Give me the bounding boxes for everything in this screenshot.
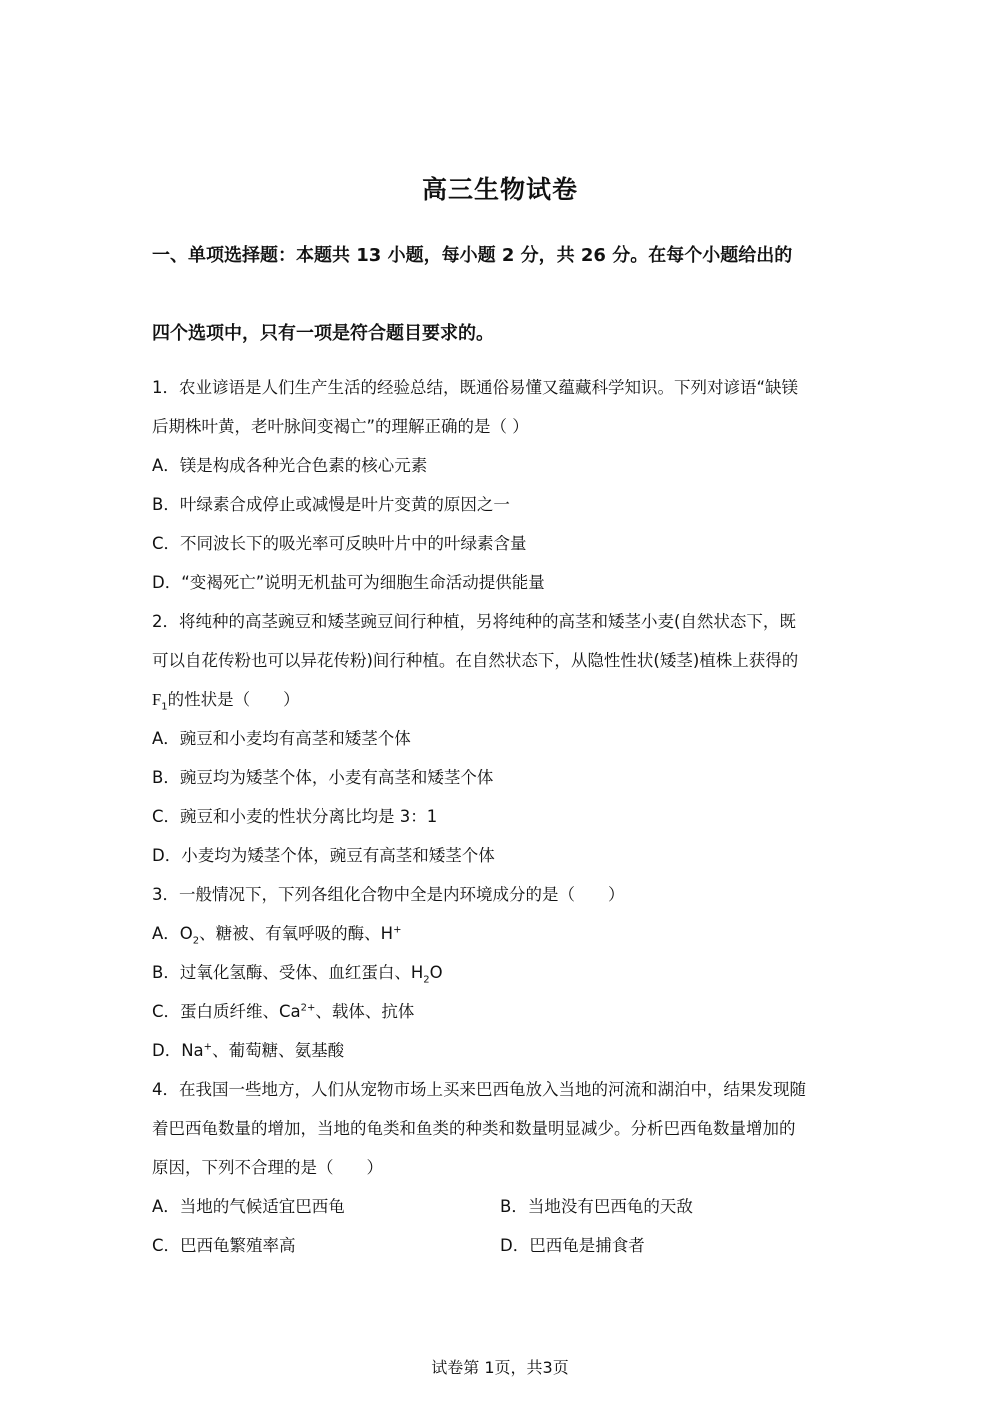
q3-option-a (152, 923, 852, 945)
q4-option-b: B．当地没有巴西龟的天敌 (500, 1197, 693, 1216)
q4-option-d: D．巴西龟是捕食者 (500, 1236, 645, 1255)
q3-option-a-sub: 2 (192, 935, 200, 947)
q3-option-d-text-2: 、葡萄糖、氨基酸 (212, 1041, 345, 1060)
q2-stem-line-1: 2．将纯种的高茎豌豆和矮茎豌豆间行种植，另将纯种的高茎和矮茎小麦(自然状态下，既 (152, 612, 796, 631)
q2-option-b: B．豌豆均为矮茎个体，小麦有高茎和矮茎个体 (152, 768, 494, 787)
q4-option-c: C．巴西龟繁殖率高 (152, 1236, 296, 1255)
q4-option-a: A．当地的气候适宜巴西龟 (152, 1197, 345, 1216)
q2-stem-line-2: 可以自花传粉也可以异花传粉)间行种植。在自然状态下，从隐性性状(矮茎)植株上获得的 (152, 651, 799, 670)
q4-stem-line-1: 4．在我国一些地方，人们从宠物市场上买来巴西龟放入当地的河流和湖泊中，结果发现随 (152, 1080, 806, 1099)
q1-stem-line-2: 后期株叶黄，老叶脉间变褐亡”的理解正确的是（ ） (152, 417, 529, 436)
q3-option-a-sup: + (393, 924, 402, 936)
q3-option-c-text-2: 、载体、抗体 (315, 1002, 415, 1021)
q3-option-c-sup: 2+ (300, 1002, 316, 1014)
q3-option-c-text: C．蛋白质纤维、Ca (152, 1002, 301, 1021)
q3-option-d (152, 1040, 852, 1062)
q3-option-a-text-2: 、糖被、有氧呼吸的酶、H (199, 924, 394, 943)
section-heading-line-1: 一、单项选择题：本题共 13 小题，每小题 2 分，共 26 分。在每个小题给出的 (152, 245, 793, 266)
q2-option-c: C．豌豆和小麦的性状分离比均是 3：1 (152, 807, 438, 826)
q1-option-c: C．不同波长下的吸光率可反映叶片中的叶绿素含量 (152, 534, 527, 553)
section-heading-line-2: 四个选项中，只有一项是符合题目要求的。 (152, 323, 494, 344)
q4-stem-line-2: 着巴西龟数量的增加，当地的龟类和鱼类的种类和数量明显减少。分析巴西龟数量增加的 (152, 1119, 796, 1138)
q1-stem-line-1: 1．农业谚语是人们生产生活的经验总结，既通俗易懂又蕴藏科学知识。下列对谚语“缺镁 (152, 378, 799, 397)
q3-option-d-text: D．Na (152, 1041, 204, 1060)
q2-option-a: A．豌豆和小麦均有高茎和矮茎个体 (152, 729, 411, 748)
q3-option-b-sub: 2 (423, 974, 430, 986)
q3-option-a-text: A．O (152, 924, 193, 943)
q4-stem-line-3: 原因，下列不合理的是（ ） (152, 1158, 383, 1177)
q2-f-symbol: F (152, 690, 162, 709)
q2-option-d: D．小麦均为矮茎个体，豌豆有高茎和矮茎个体 (152, 846, 495, 865)
q3-option-b-text-2: O (429, 963, 443, 982)
q3-option-b-text: B．过氧化氢酶、受体、血红蛋白、H (152, 963, 424, 982)
q3-option-c (152, 1001, 852, 1023)
q2-stem-line-3 (152, 689, 852, 711)
q3-stem: 3．一般情况下，下列各组化合物中全是内环境成分的是（ ） (152, 885, 625, 904)
page-title: 高三生物试卷 (421, 175, 578, 204)
q2-stem-tail: 的性状是（ ） (167, 690, 300, 709)
q3-option-d-sup: + (203, 1041, 213, 1053)
q1-option-b: B．叶绿素合成停止或减慢是叶片变黄的原因之一 (152, 495, 510, 514)
q1-option-a: A．镁是构成各种光合色素的核心元素 (152, 456, 428, 475)
page-footer: 试卷第 1页，共3页 (431, 1358, 569, 1377)
q3-option-b (152, 962, 852, 984)
q2-f-subscript: 1 (161, 701, 168, 713)
q1-option-d: D．“变褐死亡”说明无机盐可为细胞生命活动提供能量 (152, 573, 545, 592)
